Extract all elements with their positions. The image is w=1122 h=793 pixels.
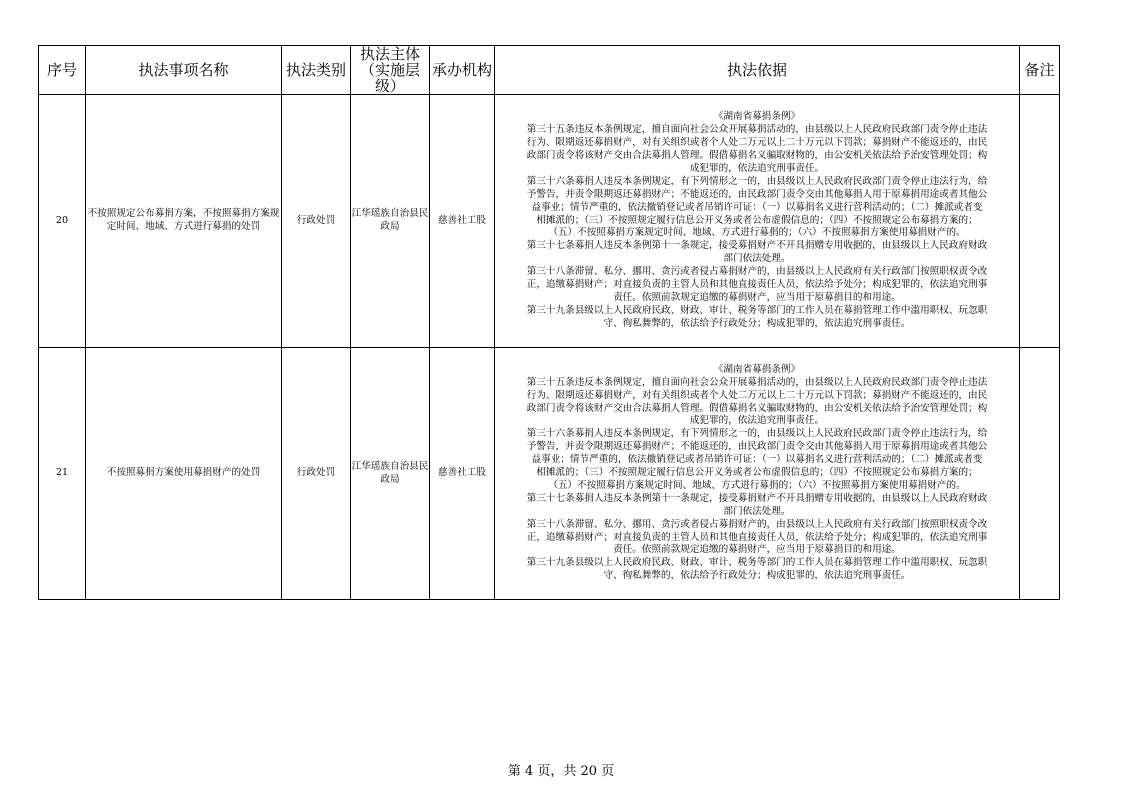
basis-line: 责任。依照前款规定追缴的募捐财产，应当用于原募捐目的和用途。 xyxy=(613,291,901,303)
row-seq: 21 xyxy=(39,348,86,600)
header-row xyxy=(39,46,1060,95)
basis-line: 行为、限期返还募捐财产，对有关组织或者个人处二万元以上二十万元以下罚款；募捐财产不能返还的，由民 xyxy=(526,137,988,149)
basis-line: 责任。依照前款规定追缴的募捐财产，应当用于原募捐目的和用途。 xyxy=(613,544,901,556)
basis-line: 部门依法处理。 xyxy=(723,505,791,517)
row-remark xyxy=(1020,348,1060,600)
basis-line: 成犯罪的，依法追究刑事责任。 xyxy=(689,415,825,427)
basis-line: 相摊派的；（三）不按照规定履行信息公开义务或者公布虚假信息的；（四）不按照规定公布募捐方案的； xyxy=(536,467,978,479)
basis-line: 正，追缴募捐财产；对直接负责的主管人员和其他直接责任人员，依法给予处分；构成犯罪的，依法追究刑事 xyxy=(526,279,988,291)
basis-line: 正，追缴募捐财产；对直接负责的主管人员和其他直接责任人员，依法给予处分；构成犯罪的，依法追究刑事 xyxy=(526,531,988,543)
header-subject: 执法主体（实施层级） xyxy=(351,46,430,95)
row-item-name: 不按照募捐方案使用募捐财产的处罚 xyxy=(86,348,282,600)
enforcement-table xyxy=(38,45,1060,600)
basis-line: 第三十九条县级以上人民政府民政、财政、审计、税务等部门的工作人员在募捐管理工作中滥用职权、玩忽职 xyxy=(526,557,988,569)
basis-line: 第三十六条募捐人违反本条例规定，有下列情形之一的，由县级以上人民政府民政部门责令停止违法行为，给 xyxy=(526,428,988,440)
basis-line: 守、徇私舞弊的，依法给予行政处分；构成犯罪的，依法追究刑事责任。 xyxy=(603,570,911,582)
basis-line: 益事业；情节严重的，依法撤销登记或者吊销许可证：（一）以募捐名义进行营利活动的；（二）摊派或者变 xyxy=(531,454,983,466)
basis-line: 第三十五条违反本条例规定，擅自面向社会公众开展募捐活动的，由县级以上人民政府民政部门责令停止违法 xyxy=(526,124,988,136)
basis-line: 政部门责令将该财产交由合法募捐人管理。假借募捐名义骗取财物的，由公安机关依法给予治安管理处罚；构 xyxy=(526,402,988,414)
basis-line: 行为、限期返还募捐财产，对有关组织或者个人处二万元以上二十万元以下罚款；募捐财产不能返还的，由民 xyxy=(526,389,988,401)
basis-line: 予警告，并责令限期返还募捐财产；不能返还的，由民政部门责令交由其他募捐人用于原募捐用途或者其他公 xyxy=(526,441,988,453)
basis-line: 相摊派的；（三）不按照规定履行信息公开义务或者公布虚假信息的；（四）不按照规定公布募捐方案的； xyxy=(536,214,978,226)
basis-line: 《湖南省募捐条例》 xyxy=(713,111,801,123)
basis-line: 第三十八条滞留、私分、挪用、贪污或者侵占募捐财产的，由县级以上人民政府有关行政部门按照职权责令改 xyxy=(526,266,988,278)
row-category: 行政处罚 xyxy=(282,348,351,600)
basis-line: 第三十七条募捐人违反本条例第十一条规定，接受募捐财产不开具捐赠专用收据的，由县级以上人民政府财政 xyxy=(526,240,988,252)
row-subject: 江华瑶族自治县民政局 xyxy=(351,348,430,600)
basis-line: 第三十六条募捐人违反本条例规定，有下列情形之一的，由县级以上人民政府民政部门责令停止违法行为，给 xyxy=(526,175,988,187)
basis-line: 第三十九条县级以上人民政府民政、财政、审计、税务等部门的工作人员在募捐管理工作中滥用职权、玩忽职 xyxy=(526,304,988,316)
header-seq: 序号 xyxy=(39,46,86,95)
basis-line: 守、徇私舞弊的，依法给予行政处分；构成犯罪的，依法追究刑事责任。 xyxy=(603,317,911,329)
header-category: 执法类别 xyxy=(282,46,351,95)
row-item-name: 不按照规定公布募捐方案，不按照募捐方案规定时间、地域、方式进行募捐的处罚 xyxy=(86,95,282,348)
basis-line: （五）不按照募捐方案规定时间、地域、方式进行募捐的；（六）不按照募捐方案使用募捐财产的。 xyxy=(548,227,966,239)
basis-line: 第三十五条违反本条例规定，擅自面向社会公众开展募捐活动的，由县级以上人民政府民政部门责令停止违法 xyxy=(526,376,988,388)
row-seq: 20 xyxy=(39,95,86,348)
basis-line: 予警告，并责令限期返还募捐财产；不能返还的，由民政部门责令交由其他募捐人用于原募捐用途或者其他公 xyxy=(526,188,988,200)
row-category: 行政处罚 xyxy=(282,95,351,348)
header-basis: 执法依据 xyxy=(495,46,1020,95)
basis-line: 第三十七条募捐人违反本条例第十一条规定，接受募捐财产不开具捐赠专用收据的，由县级以上人民政府财政 xyxy=(526,492,988,504)
row-basis xyxy=(495,348,1020,600)
header-item-name: 执法事项名称 xyxy=(86,46,282,95)
basis-line: 第三十八条滞留、私分、挪用、贪污或者侵占募捐财产的，由县级以上人民政府有关行政部门按照职权责令改 xyxy=(526,518,988,530)
basis-line: 成犯罪的，依法追究刑事责任。 xyxy=(689,162,825,174)
table-row xyxy=(39,95,1060,348)
basis-line: 政部门责令将该财产交由合法募捐人管理。假借募捐名义骗取财物的，由公安机关依法给予治安管理处罚；构 xyxy=(526,150,988,162)
header-handler: 承办机构 xyxy=(430,46,495,95)
row-handler: 慈善社工股 xyxy=(430,95,495,348)
basis-line: 《湖南省募捐条例》 xyxy=(713,363,801,375)
row-basis xyxy=(495,95,1020,348)
header-remark: 备注 xyxy=(1020,46,1060,95)
page-footer: 第 4 页，共 20 页 xyxy=(507,764,615,779)
row-subject: 江华瑶族自治县民政局 xyxy=(351,95,430,348)
basis-line: （五）不按照募捐方案规定时间、地域、方式进行募捐的；（六）不按照募捐方案使用募捐财产的。 xyxy=(548,479,966,491)
basis-line: 部门依法处理。 xyxy=(723,253,791,265)
row-remark xyxy=(1020,95,1060,348)
basis-line: 益事业；情节严重的，依法撤销登记或者吊销许可证：（一）以募捐名义进行营利活动的；（二）摊派或者变 xyxy=(531,201,983,213)
row-handler: 慈善社工股 xyxy=(430,348,495,600)
table-row xyxy=(39,348,1060,600)
